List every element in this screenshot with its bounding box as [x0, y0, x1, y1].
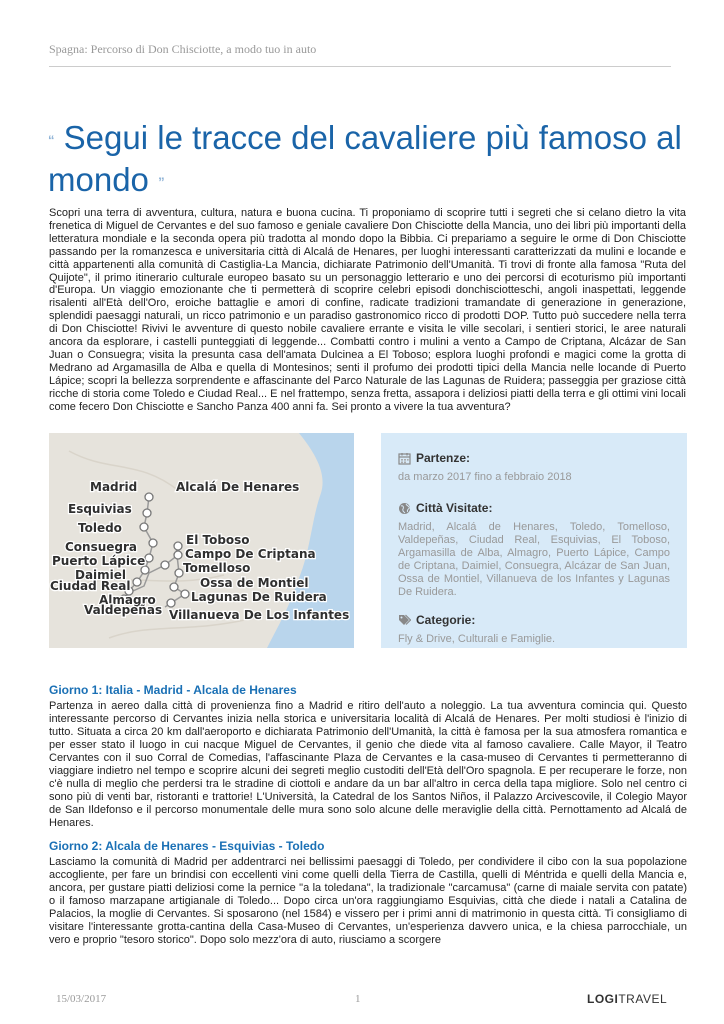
map-label-ossa-de-montiel: Ossa de Montiel: [200, 576, 309, 590]
map-label-villanueva: Villanueva De Los Infantes: [169, 608, 350, 622]
map-label-consuegra: Consuegra: [65, 540, 138, 554]
map-label-daimiel: Daimiel: [75, 568, 127, 582]
map-label-puerto-lapice: Puerto Lápice: [52, 554, 146, 568]
logo-bold-part: LOGI: [587, 992, 619, 1006]
globe-icon: [398, 502, 411, 515]
cities-section: [398, 501, 670, 599]
cities-label: Città Visitate:: [416, 501, 493, 515]
day-1-text: Partenza in aereo dalla città di provenienza fino a Madrid e ritiro dell'auto a noleggio. La tua avventura comincia qui. Questo interessante percorso di Cervantes inizia nella storica e universitaria località di Alcalá de Henares. Per molti studiosi è l'inizio di tutto. Situata a circa 20 km dall'aeroporto e dichiarata Patrimonio dell'Umanità, la città è famosa per la sua atmosfera romantica e per esser stato il luogo in cui nacque Miguel de Cervantes, il genio che diede vita al famoso cavaliere. Calle Mayor, il Teatro Cervantes con il suo Corral de Comedias, l'affascinante Plaza de Cervantes e la casa-museo di Cervantes ti permetteranno di viaggiare indietro nel tempo e scoprire alcuni dei segreti meglio custoditi dell'Età dell'Oro spagnola. E per recuperare le forze, non c'è nulla di meglio che perdersi tra le stradine di ciottoli e andare da un bar all'altro in cerca della tapa migliore. Solo nel centro ci sono più di venti bar, ristoranti e trattorie! L'Università, la Catedral de los Santos Niños, il Palazzo Arcivescovile, il Colegio Mayor de San Ildefonso e il percorso monumentale delle mura sono solo alcune delle meraviglie della città. Pernottamento ad Alcalá de Henares.: [49, 700, 687, 829]
header-divider: [49, 66, 671, 67]
cities-value: Madrid, Alcalá de Henares, Toledo, Tomelloso, Valdepeñas, Ciudad Real, Esquivias, El Toboso, Argamasilla de Alba, Almagro, Puerto Lápice, Campo de Criptana, Daimiel, Consuegra, Alcázar de San Juan, Ossa de Montiel, Villanueva de los Infantes y Lagunas De Ruidera.: [398, 521, 670, 598]
departures-section: [398, 451, 670, 484]
footer-date: 15/03/2017: [56, 993, 107, 1005]
categories-value: Fly & Drive, Culturali e Famiglie.: [398, 633, 556, 645]
departures-value: da marzo 2017 fino a febbraio 2018: [398, 471, 572, 483]
map-label-campo-de-criptana: Campo De Criptana: [185, 547, 316, 561]
departures-label: Partenze:: [416, 451, 471, 465]
map-label-el-toboso: El Toboso: [186, 533, 250, 547]
day-2-title: Giorno 2: Alcala de Henares - Esquivias - Toledo: [49, 839, 325, 853]
open-quote-icon: “: [48, 132, 55, 148]
header-title: Spagna: Percorso di Don Chisciotte, a modo tuo in auto: [49, 42, 317, 56]
map-label-madrid: Madrid: [90, 480, 138, 494]
route-map-graphic: [49, 433, 354, 648]
map-label-ciudad-real: Ciudad Real: [50, 579, 131, 593]
day-2-text: Lasciamo la comunità di Madrid per addentrarci nei bellissimi paesaggi di Toledo, per condividere il cibo con la sua popolazione accogliente, per fare un brindisi con eccellenti vini come quelli della Tierra de Castilla, quelli di Méntrida e quelli della Mancia e, ancora, per gustare piatti deliziosi come la pernice "a la toledana", la tradizionale "carcamusa" (carne di maiale servita con patate) o il famoso marzapane artigianale di Toledo... Dopo circa un'ora raggiungiamo Esquivias, città che diede i natali a Catalina de Palacios, la moglie di Cervantes. Si sposarono (nel 1584) e vissero per i primi anni di matrimonio in questa città. Ti consigliamo di visitare l'interessante grotta-cantina della Casa-Museo di Cervantes, un'esperienza davvero unica, e la chiesa parrocchiale, un vero e proprio "tesoro storico". Dopo solo mezz'ora di auto, riusciamo a scorgere: [49, 856, 687, 946]
tags-icon: [398, 614, 411, 627]
logitravel-logo: [587, 992, 667, 1006]
map-label-esquivias: Esquivias: [68, 502, 132, 516]
calendar-icon: [398, 452, 411, 465]
categories-label: Categorie:: [416, 613, 476, 627]
map-label-almagro: Almagro: [99, 593, 156, 607]
trip-info-panel: [381, 433, 687, 648]
page-number: 1: [355, 993, 361, 1005]
route-map: [49, 433, 354, 648]
close-quote-icon: ”: [158, 174, 165, 190]
map-label-lagunas-de-ruidera: Lagunas De Ruidera: [191, 590, 327, 604]
map-label-alcala: Alcalá De Henares: [176, 480, 300, 494]
day-1-title: Giorno 1: Italia - Madrid - Alcala de Henares: [49, 683, 297, 697]
map-label-tomelloso: Tomelloso: [183, 561, 251, 575]
page-title-text: Segui le tracce del cavaliere più famoso al mondo: [48, 119, 682, 199]
logo-light-part: TRAVEL: [618, 992, 668, 1006]
map-label-toledo: Toledo: [78, 521, 122, 535]
map-label-valdepenas: Valdepeñas: [84, 603, 163, 617]
categories-section: [398, 613, 670, 646]
page-title: [48, 118, 698, 203]
intro-paragraph: Scopri una terra di avventura, cultura, natura e buona cucina. Ti proponiamo di scoprire tutti i segreti che si celano dietro la vita frenetica di Miguel de Cervantes e del suo famoso e geniale cavaliere Don Chisciotte della Mancia, uno dei libri più importanti della letteratura mondiale e la seconda opera più tradotta al mondo dopo la Bibbia. Ci prepariamo a seguire le orme di Don Chisciotte passando per la romanzesca e universitaria città di Alcalá de Henares, per luoghi interessanti caratterizzati da mulini e locande e città appartenenti alla comunità di Castiglia-La Mancia, dichiarate Patrimonio dell'Umanità. Ti trovi di fronte alla famosa "Ruta del Quijote", il primo itinerario culturale europeo basato su un personaggio letterario e uno dei percorsi di ecoturismo più importanti d'Europa. Un viaggio emozionante che ti permetterà di scoprire celebri episodi donchisciotteschi, angoli inaspettati, leggende risalenti all'Età dell'Oro, eroiche battaglie e amori di confine, radicate tradizioni tramandate di generazione in generazione, splendidi paesaggi naturali, un ricco patrimonio e un paradiso gastronomico ricco di prodotti DOP. Tutto può succedere nella terra di Don Chisciotte! Rivivi le avventure di questo nobile cavaliere errante e visita le ville secolari, i sentieri storici, le aree naturali ancora da esplorare, i castelli punteggiati di leggende... Combatti contro i mulini a vento a Campo de Criptana, Alcázar de San Juan o Consuegra; visita la presunta casa dell'amata Dulcinea a El Toboso; esplora luoghi profondi e magici come la grotta di Medrano ad Argamasilla de Alba e quella di Montesinos; senti il profumo dei prodotti tipici della Mancia nelle locande di Puerto Lápice; scopri la bellezza sorprendente e affascinante del Parco Naturale de las Lagunas de Ruidera; passeggia per graziose città ricche di storia come Toledo e Ciudad Real... E nel frattempo, senza fretta, assapora i deliziosi piatti della terra e gli ottimi vini locali come fecero Don Chisciotte e Sancho Panza 400 anni fa. Sei pronto a vivere la tua avventura?: [49, 207, 686, 413]
